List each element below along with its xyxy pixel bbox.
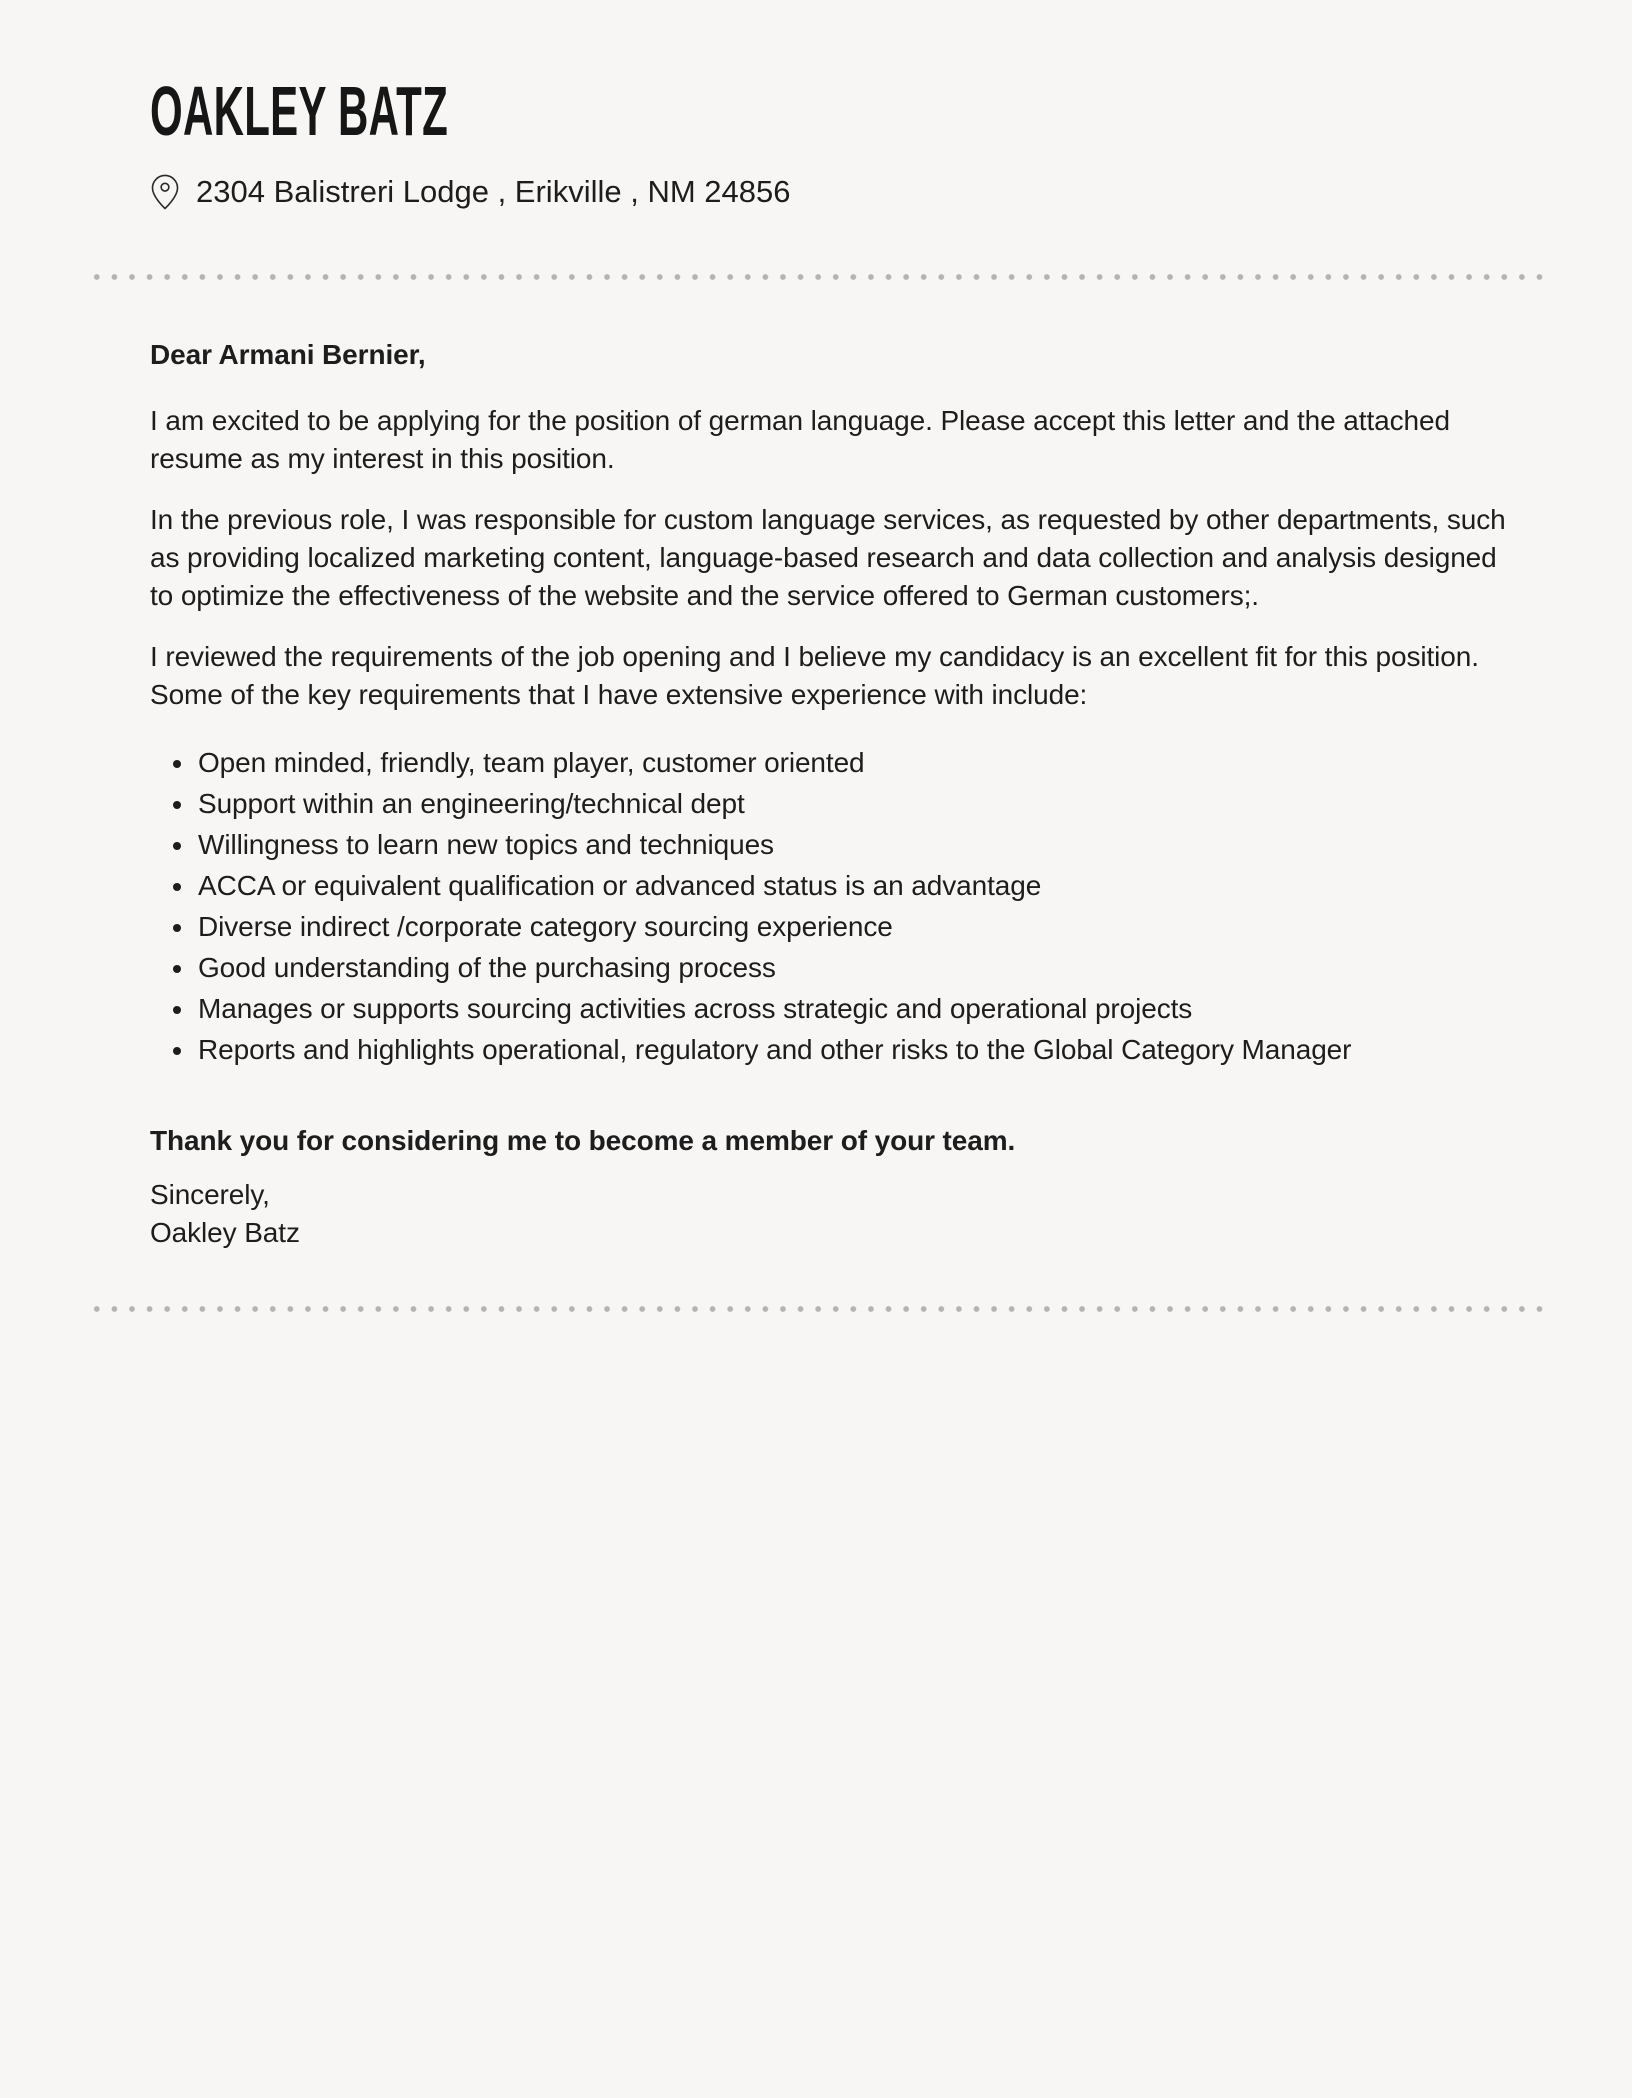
list-item: • Manages or supports sourcing activities across strategic and operational projects (196, 988, 1512, 1029)
greeting: Dear Armani Bernier, (150, 339, 426, 370)
list-item: • Diverse indirect /corporate category sourcing experience (196, 906, 1512, 947)
requirements-list (150, 742, 1512, 1070)
dotted-divider-bottom (88, 1306, 1544, 1312)
signature-block (150, 1176, 1512, 1252)
location-pin-icon (150, 174, 180, 210)
paragraph-intro: I am excited to be applying for the position of german language. Please accept this letter and the attached resume as my interest in this position. (150, 405, 1450, 474)
applicant-name: OAKLEY BATZ (150, 72, 449, 150)
letter-header (0, 0, 1632, 212)
signature-name: Oakley Batz (150, 1217, 300, 1248)
applicant-address: 2304 Balistreri Lodge , Erikville , NM 24856 (196, 174, 791, 209)
list-item: • Reports and highlights operational, regulatory and other risks to the Global Category Manager (196, 1029, 1512, 1070)
list-item: • Open minded, friendly, team player, customer oriented (196, 742, 1512, 783)
signoff: Sincerely, (150, 1179, 270, 1210)
paragraph-previous-role: In the previous role, I was responsible for custom language services, as requested by other departments, such as providing localized marketing content, language-based research and data collection and analysis designed to optimize the effectiveness of the website and the service offered to German customers;. (150, 504, 1506, 611)
list-item: • Support within an engineering/technical dept (196, 783, 1512, 824)
paragraph-requirements: I reviewed the requirements of the job opening and I believe my candidacy is an excellent fit for this position. Some of the key requirements that I have extensive experience with include: (150, 641, 1479, 710)
letter-body (0, 280, 1632, 1252)
list-item: • Good understanding of the purchasing process (196, 947, 1512, 988)
closing-statement: Thank you for considering me to become a member of your team. (150, 1125, 1016, 1156)
list-item: • ACCA or equivalent qualification or advanced status is an advantage (196, 865, 1512, 906)
address-row (150, 172, 1512, 212)
list-item: • Willingness to learn new topics and techniques (196, 824, 1512, 865)
